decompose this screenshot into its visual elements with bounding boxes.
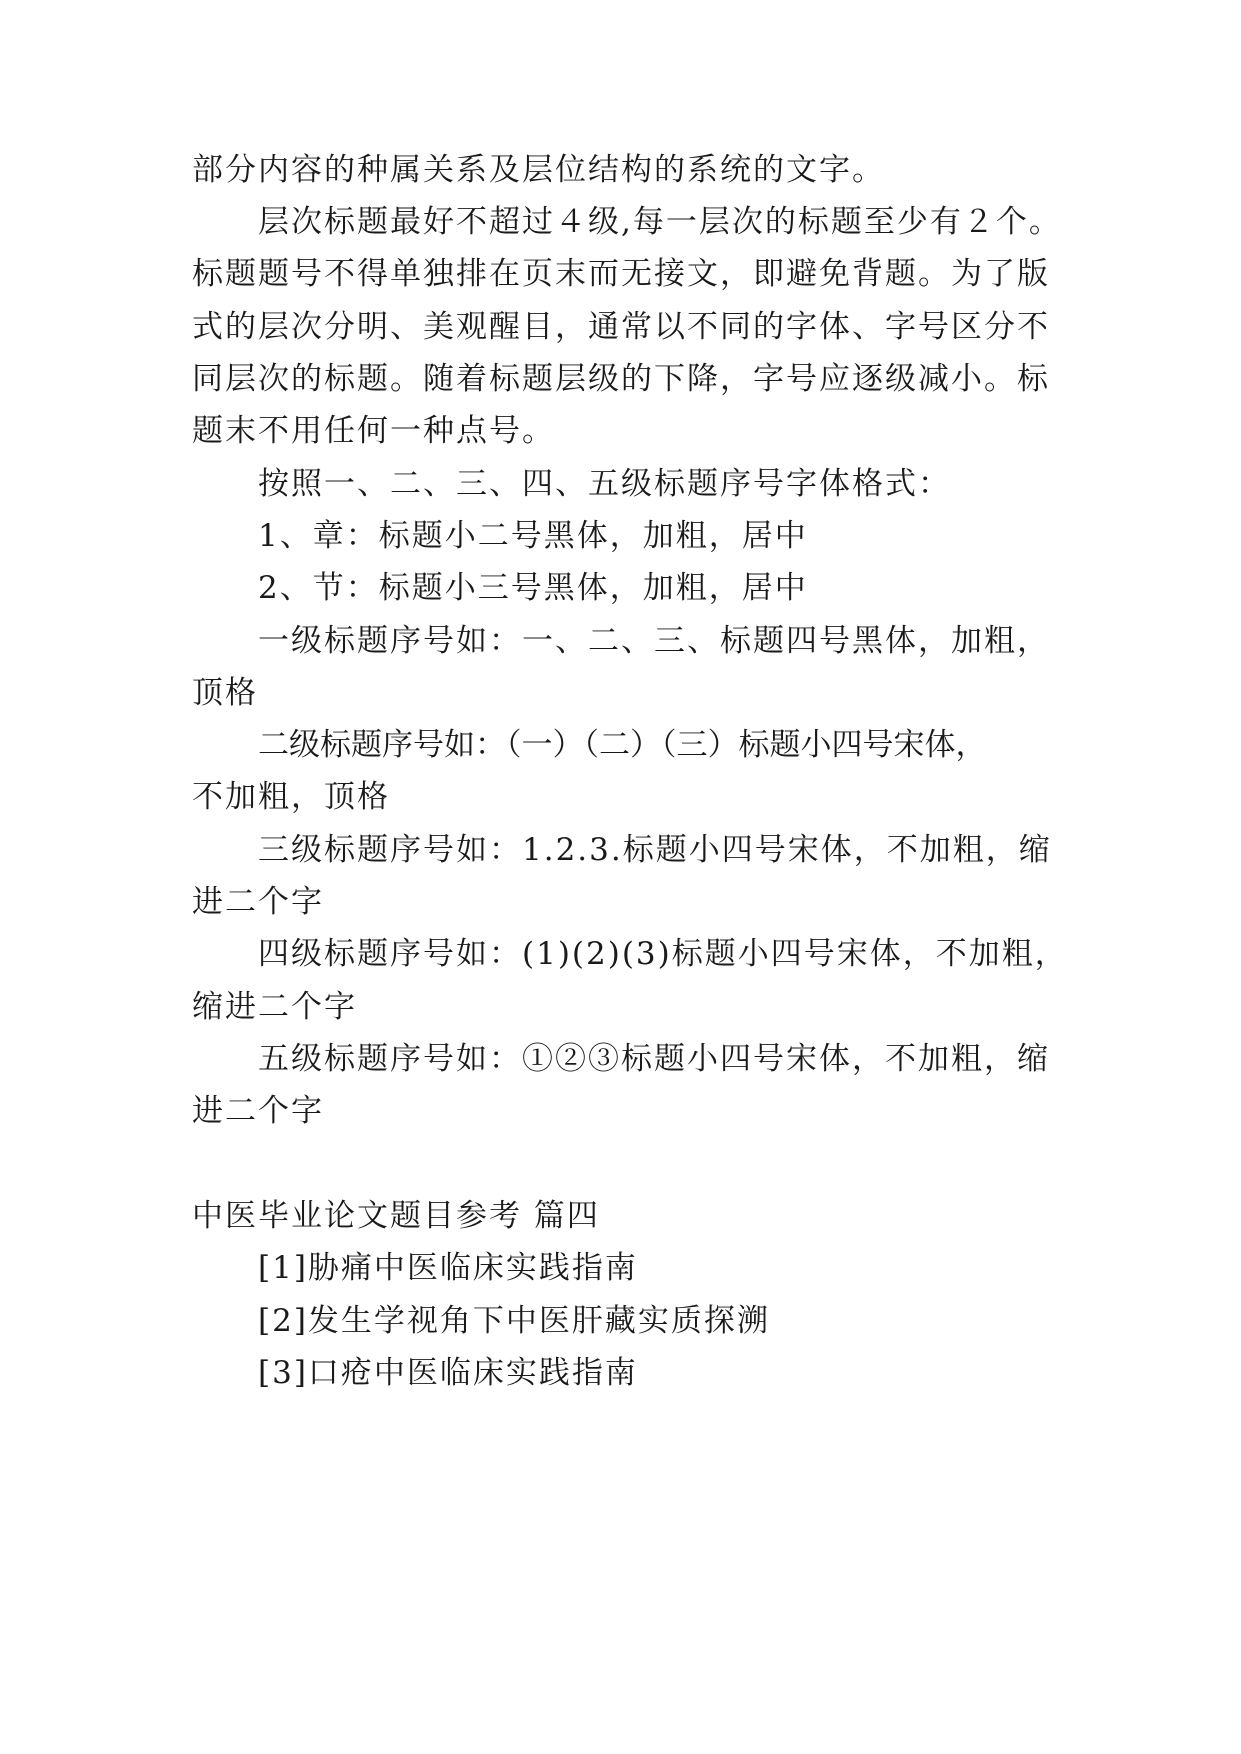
body-paragraph-line: 题末不用任何一种点号。 bbox=[192, 413, 555, 449]
body-paragraph-line: 部分内容的种属关系及层位结构的系统的文字。 bbox=[192, 152, 885, 188]
section-heading: 中医毕业论文题目参考 篇四 bbox=[192, 1198, 600, 1234]
reference-item: [1]胁痛中医临床实践指南 bbox=[258, 1250, 638, 1286]
level-3-format-line: 进二个字 bbox=[192, 884, 324, 920]
reference-item: [2]发生学视角下中医肝藏实质探溯 bbox=[258, 1303, 770, 1339]
body-paragraph-line: 按照一、二、三、四、五级标题序号字体格式： bbox=[258, 466, 951, 502]
level-4-format-line: 四级标题序号如：(1)(2)(3)标题小四号宋体，不加粗， bbox=[258, 936, 1068, 972]
level-3-format-line: 三级标题序号如：1.2.3.标题小四号宋体，不加粗，缩 bbox=[258, 832, 1052, 868]
body-paragraph-line: 标题题号不得单独排在页末而无接文，即避免背题。为了版 bbox=[192, 256, 1050, 292]
body-paragraph-line: 层次标题最好不超过４级,每一层次的标题至少有２个。 bbox=[258, 204, 1062, 240]
level-2-format-line: 二级标题序号如：（一）（二）（三）标题小四号宋体， bbox=[258, 727, 987, 763]
level-1-format-line: 一级标题序号如：一、二、三、标题四号黑体，加粗， bbox=[258, 623, 1050, 659]
list-item-chapter: 1、章：标题小二号黑体，加粗，居中 bbox=[258, 518, 808, 554]
level-5-format-line: 进二个字 bbox=[192, 1093, 324, 1129]
level-2-format-line: 不加粗，顶格 bbox=[192, 779, 390, 815]
level-1-format-line: 顶格 bbox=[192, 675, 258, 711]
list-item-section: 2、节：标题小三号黑体，加粗，居中 bbox=[258, 570, 808, 606]
body-paragraph-line: 式的层次分明、美观醒目，通常以不同的字体、字号区分不 bbox=[192, 309, 1050, 345]
level-5-format-line: 五级标题序号如：①②③标题小四号宋体，不加粗，缩 bbox=[258, 1041, 1050, 1077]
body-paragraph-line: 同层次的标题。随着标题层级的下降，字号应逐级减小。标 bbox=[192, 361, 1050, 397]
reference-item: [3]口疮中医临床实践指南 bbox=[258, 1355, 638, 1391]
level-4-format-line: 缩进二个字 bbox=[192, 989, 357, 1025]
